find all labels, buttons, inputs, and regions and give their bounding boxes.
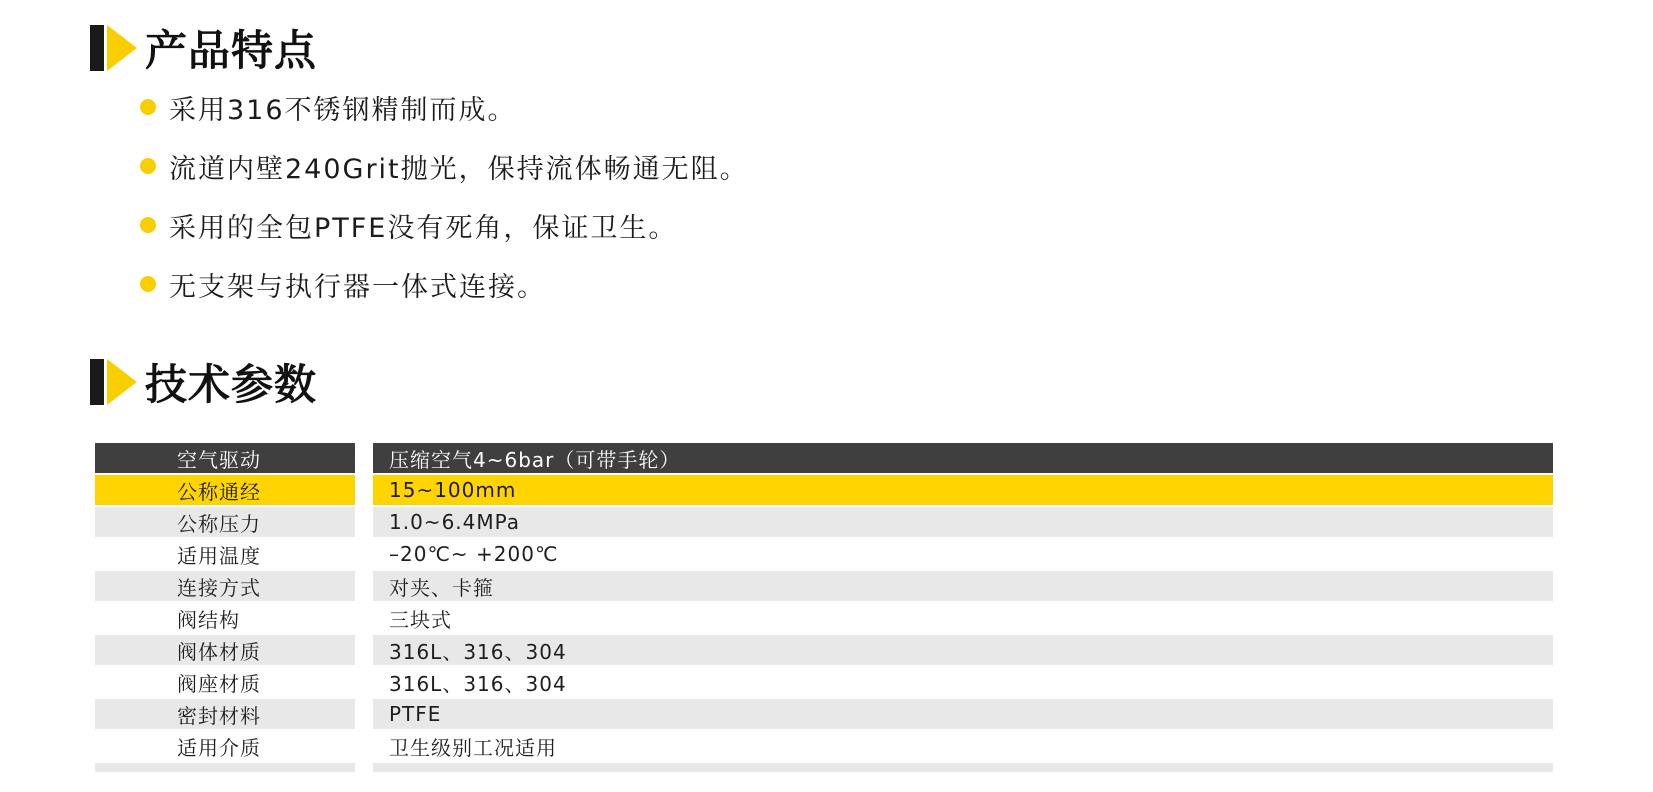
bullet-dot-icon — [140, 217, 156, 233]
column-gap — [355, 635, 373, 665]
heading-yellow-arrow-icon — [107, 359, 137, 405]
heading-yellow-arrow-icon — [107, 25, 137, 71]
feature-list — [140, 92, 749, 328]
spec-label-cell: 公称压力 — [95, 507, 355, 537]
spec-value-cell: 对夹、卡箍 — [373, 571, 1553, 601]
spec-value-cell: 316L、316、304 — [373, 667, 1553, 697]
spec-label-cell: 适用温度 — [95, 539, 355, 569]
feature-item — [140, 269, 749, 303]
spec-label-cell: 连接方式 — [95, 571, 355, 601]
spec-value-cell: 卫生级别工况适用 — [373, 731, 1553, 761]
column-gap — [355, 507, 373, 537]
spec-value-cell — [373, 763, 1553, 772]
spec-row — [95, 507, 1553, 537]
spec-row — [95, 667, 1553, 697]
feature-item — [140, 92, 749, 126]
spec-value-cell: –20℃~ +200℃ — [373, 539, 1553, 569]
feature-text: 流道内壁240Grit抛光，保持流体畅通无阻。 — [169, 153, 749, 185]
spec-value-cell: PTFE — [373, 699, 1553, 729]
specs-section-title: 技术参数 — [145, 360, 318, 409]
spec-row — [95, 475, 1553, 505]
column-gap — [355, 763, 373, 772]
spec-label-cell: 阀座材质 — [95, 667, 355, 697]
column-gap — [355, 699, 373, 729]
specs-section-heading — [90, 358, 318, 409]
spec-row — [95, 763, 1553, 772]
spec-row — [95, 699, 1553, 729]
feature-text: 采用的全包PTFE没有死角，保证卫生。 — [169, 212, 678, 244]
spec-label-cell: 适用介质 — [95, 731, 355, 761]
features-section-title: 产品特点 — [145, 26, 318, 75]
heading-black-bar-icon — [90, 359, 104, 405]
spec-value-cell: 三块式 — [373, 603, 1553, 633]
feature-text: 无支架与执行器一体式连接。 — [169, 271, 546, 303]
feature-item — [140, 210, 749, 244]
spec-row — [95, 443, 1553, 473]
column-gap — [355, 603, 373, 633]
features-section-heading — [90, 24, 318, 75]
feature-item — [140, 151, 749, 185]
spec-row — [95, 603, 1553, 633]
heading-black-bar-icon — [90, 25, 104, 71]
spec-table — [95, 443, 1553, 772]
spec-label-cell: 公称通经 — [95, 475, 355, 505]
spec-label-cell: 密封材料 — [95, 699, 355, 729]
spec-value-cell: 316L、316、304 — [373, 635, 1553, 665]
spec-label-cell: 阀体材质 — [95, 635, 355, 665]
spec-row — [95, 571, 1553, 601]
feature-text: 采用316不锈钢精制而成。 — [169, 94, 517, 126]
spec-row — [95, 731, 1553, 761]
spec-row — [95, 635, 1553, 665]
bullet-dot-icon — [140, 158, 156, 174]
spec-label-cell: 空气驱动 — [95, 443, 355, 473]
column-gap — [355, 539, 373, 569]
spec-row — [95, 539, 1553, 569]
spec-value-cell: 15~100mm — [373, 475, 1553, 505]
column-gap — [355, 475, 373, 505]
column-gap — [355, 731, 373, 761]
spec-value-cell: 压缩空气4~6bar（可带手轮） — [373, 443, 1553, 473]
bullet-dot-icon — [140, 276, 156, 292]
spec-label-cell — [95, 763, 355, 772]
column-gap — [355, 443, 373, 473]
column-gap — [355, 571, 373, 601]
bullet-dot-icon — [140, 99, 156, 115]
spec-value-cell: 1.0~6.4MPa — [373, 507, 1553, 537]
spec-label-cell: 阀结构 — [95, 603, 355, 633]
column-gap — [355, 667, 373, 697]
